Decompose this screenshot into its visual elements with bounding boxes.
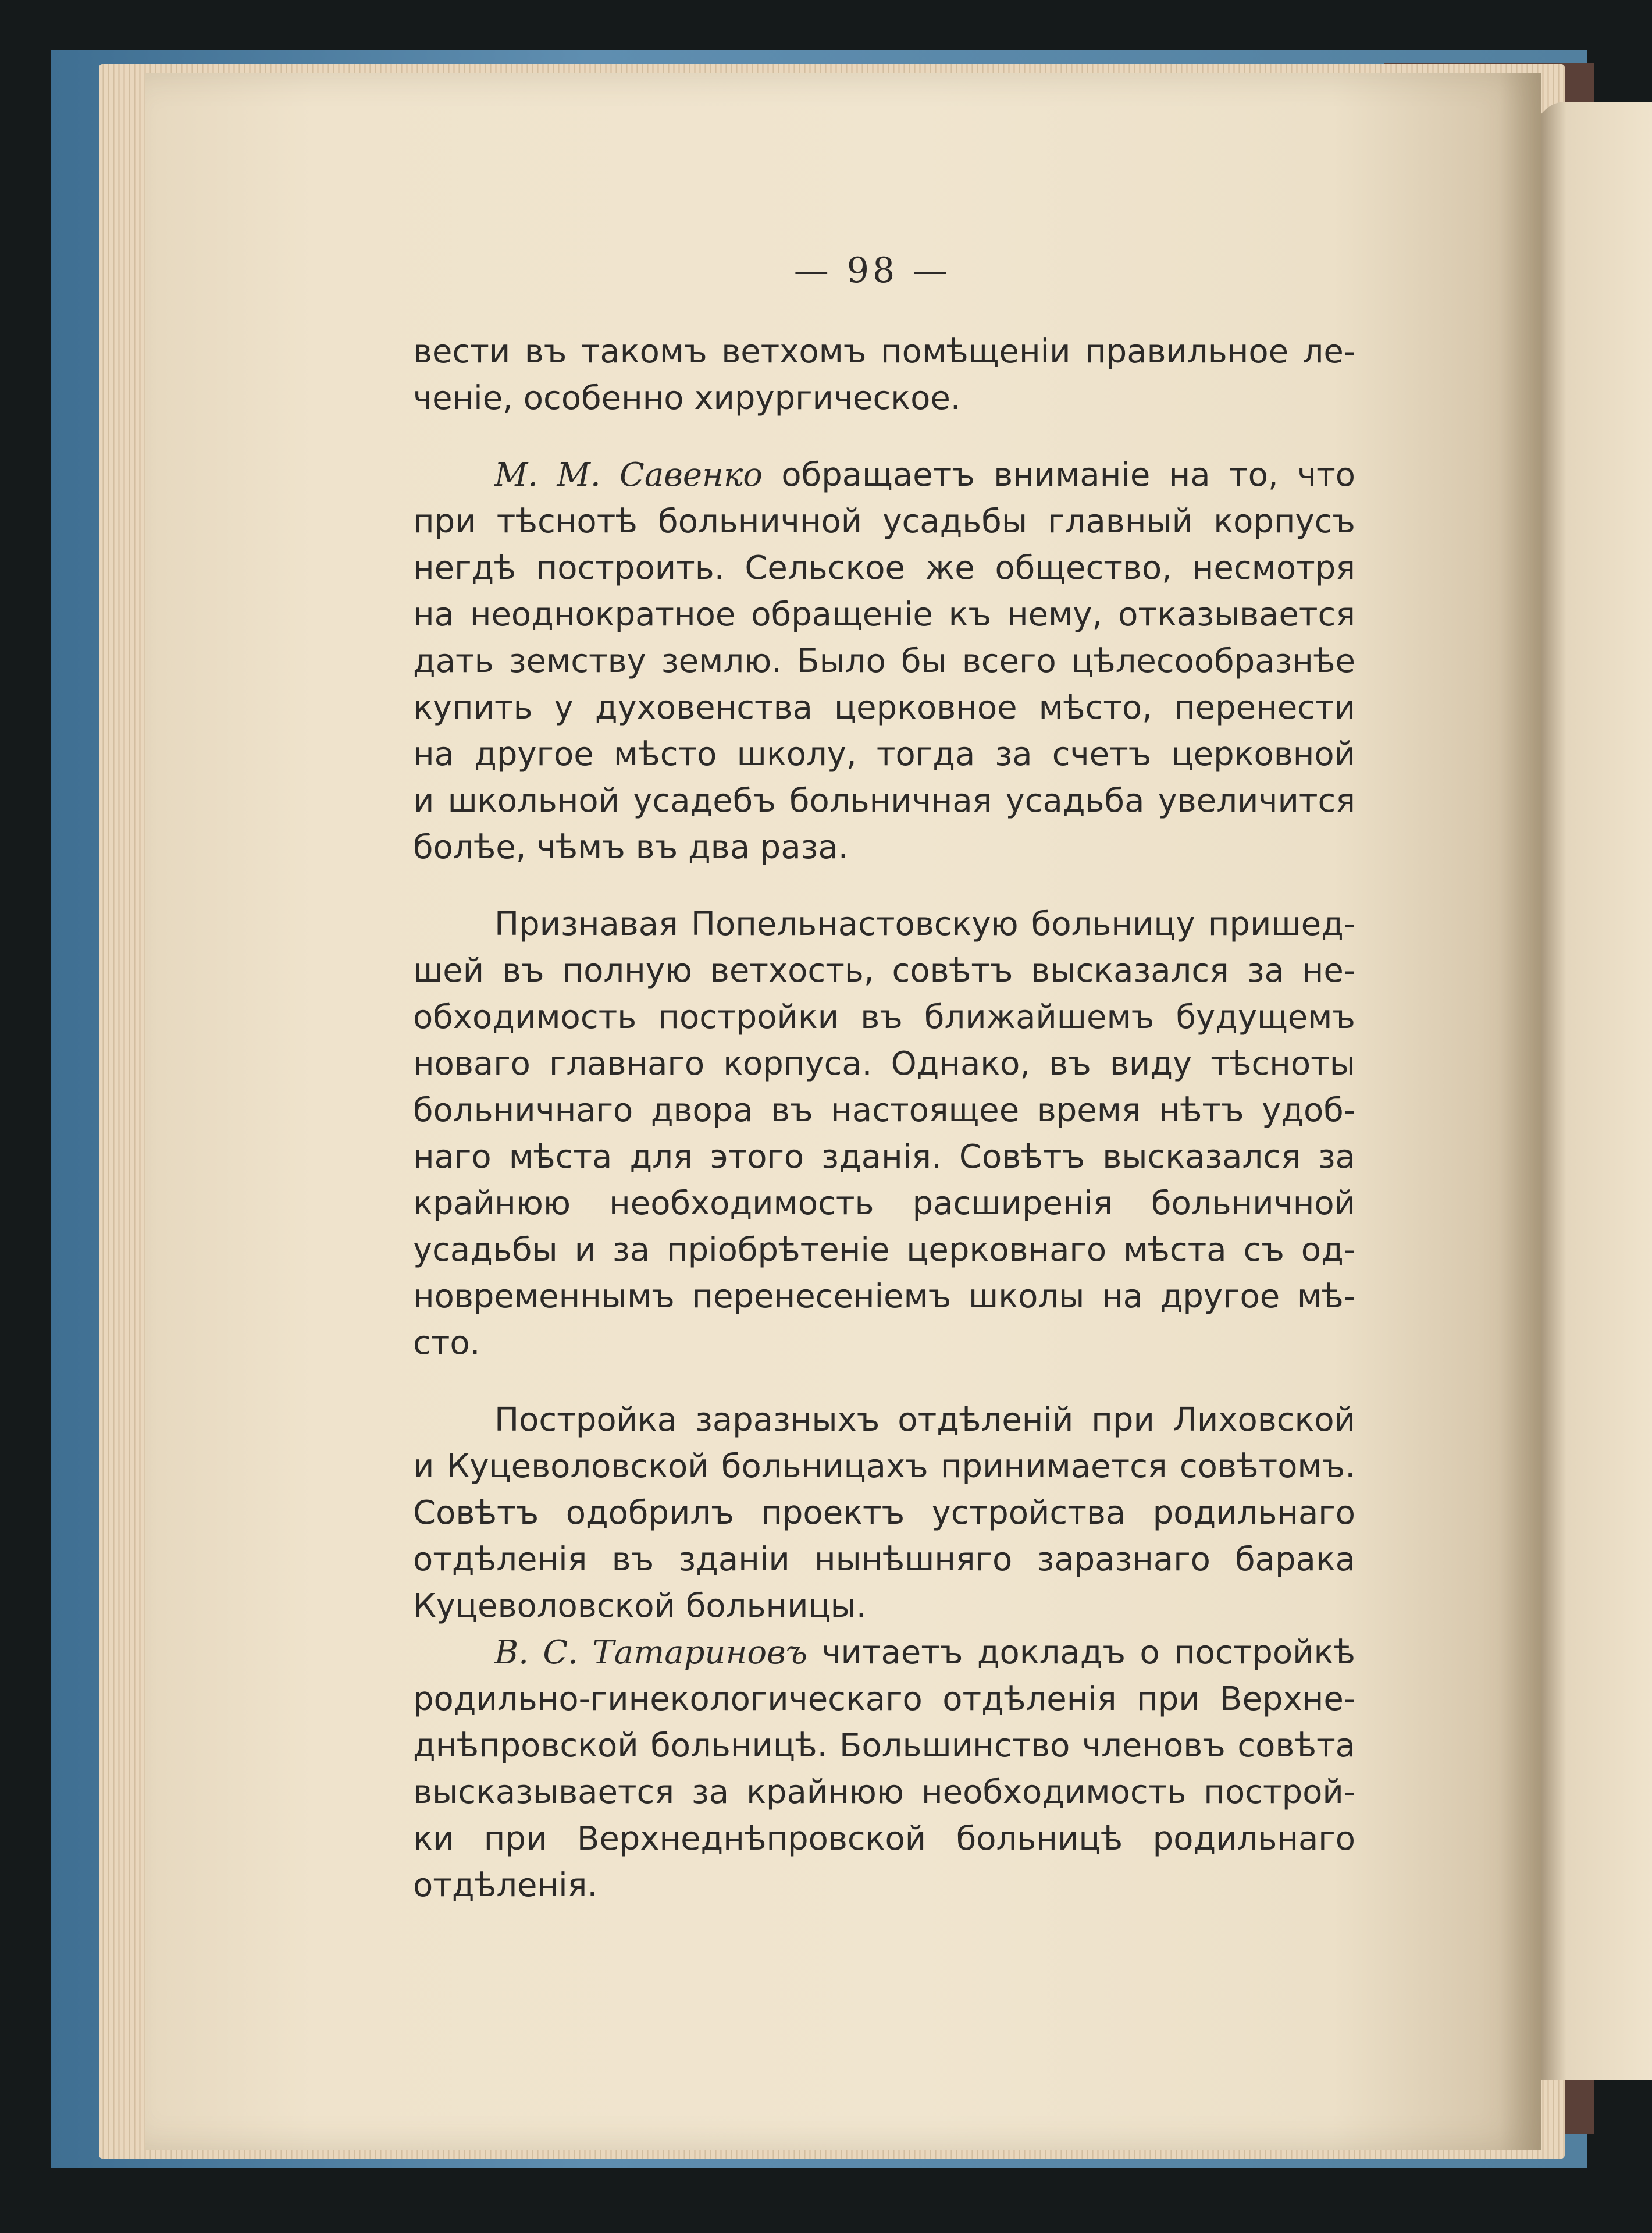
text-line: наго мѣста для этого зданія. Совѣтъ высказался за bbox=[413, 1138, 1355, 1176]
paragraph-4 bbox=[413, 1397, 1355, 1630]
text-line-rest: обращаетъ вниманіе на то, что bbox=[763, 456, 1355, 494]
text-line: купить у духовенства церковное мѣсто, перенести bbox=[413, 689, 1355, 727]
text-line: ки при Верхнеднѣпровской больницѣ родильнаго bbox=[413, 1820, 1355, 1858]
text-line: отдѣленія. bbox=[413, 1866, 598, 1904]
text-line: Совѣтъ одобрилъ проектъ устройства родильнаго bbox=[413, 1494, 1355, 1532]
text-line: больничнаго двора въ настоящее время нѣтъ удоб- bbox=[413, 1091, 1355, 1129]
text-line: болѣе, чѣмъ въ два раза. bbox=[413, 829, 849, 866]
text-line: и Куцеволовской больницахъ принимается совѣтомъ. bbox=[413, 1448, 1355, 1485]
text-line: дать земству землю. Было бы всего цѣлесообразнѣе bbox=[413, 642, 1355, 680]
text-line: днѣпровской больницѣ. Большинство членовъ совѣта bbox=[413, 1727, 1355, 1765]
text-line: вести въ такомъ ветхомъ помѣщеніи правильное ле- bbox=[413, 333, 1355, 371]
person-name: М. М. Савенко bbox=[494, 456, 763, 494]
text-line-rest: Постройка заразныхъ отдѣленій при Лиховской bbox=[494, 1401, 1355, 1439]
text-line: обходимость постройки въ ближайшемъ будущемъ bbox=[413, 998, 1355, 1036]
text-line bbox=[413, 901, 1355, 948]
text-line: Куцеволовской больницы. bbox=[413, 1587, 867, 1625]
paragraph-3 bbox=[413, 901, 1355, 1367]
text-line: сто. bbox=[413, 1324, 480, 1362]
text-line: на другое мѣсто школу, тогда за счетъ церковной bbox=[413, 735, 1355, 773]
text-line-rest: Признавая Попельнастовскую больницу пришед- bbox=[494, 905, 1355, 943]
text-line: новаго главнаго корпуса. Однако, въ виду тѣсноты bbox=[413, 1045, 1355, 1083]
paragraph-2 bbox=[413, 452, 1355, 871]
text-line: усадьбы и за пріобрѣтеніе церковнаго мѣста съ од- bbox=[413, 1231, 1355, 1269]
text-line: новременнымъ перенесеніемъ школы на другое мѣ- bbox=[413, 1278, 1355, 1315]
text-line: крайнюю необходимость расширенія больничной bbox=[413, 1185, 1355, 1222]
text-line: при тѣснотѣ больничной усадьбы главный корпусъ bbox=[413, 503, 1355, 541]
text-line: негдѣ построить. Сельское же общество, несмотря bbox=[413, 549, 1355, 587]
page-number: — 98 — bbox=[793, 250, 952, 291]
paragraph-5 bbox=[413, 1630, 1355, 1909]
text-line bbox=[413, 1630, 1355, 1676]
text-line: и школьной усадебъ больничная усадьба увеличится bbox=[413, 782, 1355, 820]
text-line: высказывается за крайнюю необходимость построй- bbox=[413, 1773, 1355, 1811]
text-line: шей въ полную ветхость, совѣтъ высказался за не- bbox=[413, 952, 1355, 990]
text-line bbox=[413, 1397, 1355, 1443]
person-name: В. С. Татариновъ bbox=[494, 1634, 808, 1672]
text-line bbox=[413, 452, 1355, 499]
text-line-rest: читаетъ докладъ о постройкѣ bbox=[807, 1634, 1355, 1672]
text-line: родильно-гинекологическаго отдѣленія при Верхне- bbox=[413, 1680, 1355, 1718]
paragraph-1 bbox=[413, 329, 1355, 422]
text-line: отдѣленія въ зданіи нынѣшняго заразнаго барака bbox=[413, 1541, 1355, 1578]
facing-page-edge bbox=[1530, 102, 1652, 2080]
text-line: на неоднократное обращеніе къ нему, отказывается bbox=[413, 596, 1355, 634]
text-line: ченіе, особенно хирургическое. bbox=[413, 379, 961, 417]
page-text bbox=[413, 329, 1355, 1909]
